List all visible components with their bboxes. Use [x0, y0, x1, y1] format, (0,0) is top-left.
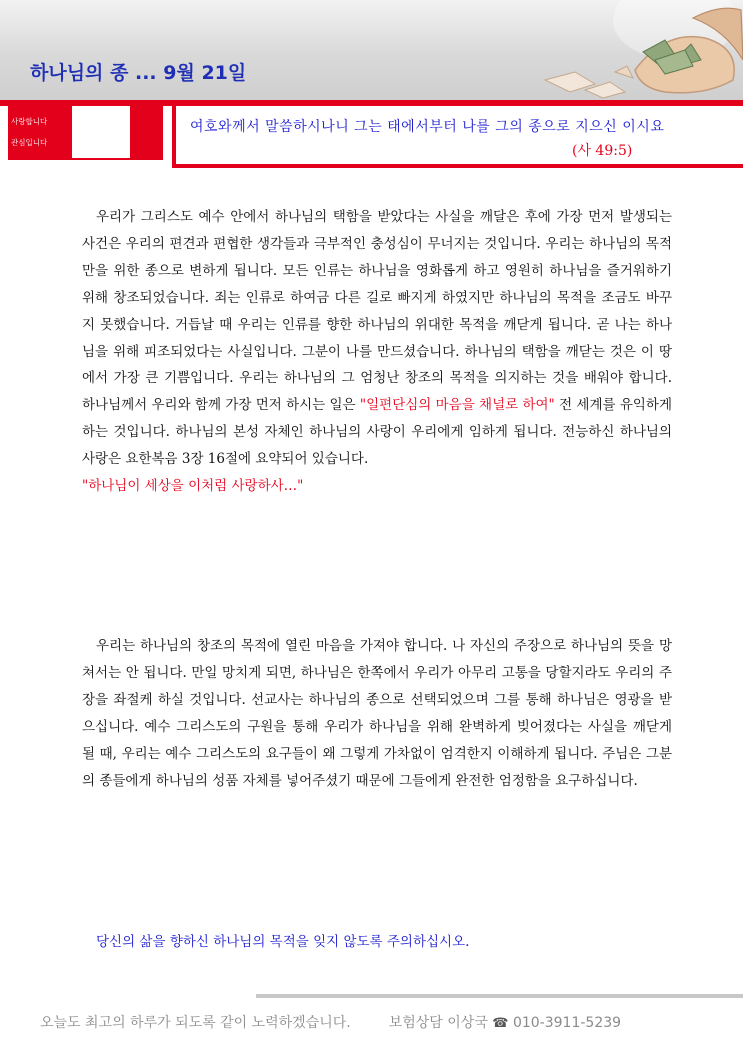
verse-frame-vertical [172, 104, 176, 168]
paragraph-1-highlight: "일편단심의 마음을 채널로 하여" [359, 397, 555, 414]
footer-contact: 보험상담 이상국 [388, 1015, 488, 1031]
header-banner [0, 0, 743, 100]
paragraph-1-text-b: 전 세계를 유익하게 하는 것입니다. 하나님의 본성 자체인 하나님의 사랑이 우리에게 임하게 됩니다. 전능하신 하나님의 사랑은 요한복음 3장 16절에 요약되어 있습니다. [82, 397, 672, 468]
body-paragraph-1 [82, 204, 672, 500]
footer-slogan: 오늘도 최고의 하루가 되도록 같이 노력하겠습니다. [40, 1015, 351, 1031]
footer [40, 1012, 730, 1032]
footer-phone: 010-3911-5239 [512, 1015, 622, 1031]
paragraph-1-quote: "하나님이 세상을 이처럼 사랑하사…" [82, 478, 304, 495]
closing-exhortation: 당신의 삶을 향하신 하나님의 목적을 잊지 않도록 주의하십시오. [96, 934, 470, 950]
verse-frame-horizontal [172, 164, 743, 168]
phone-icon: ☎ [492, 1016, 509, 1031]
paragraph-1-text-a: 우리가 그리스도 예수 안에서 하나님의 택함을 받았다는 사실을 깨달은 후에 가장 먼저 발생되는 사건은 우리의 편견과 편협한 생각들과 극부적인 충성심이 무너지는 것입니다. 우리는 하나님의 목적만을 위한 종으로 변하게 됩니다. 모든 인류는 하나님을 영화롭게 하고 영원히 하나님을 즐거워하기 위해 창조되었습니다. 죄는 인류로 하여금 다른 길로 빠지게 하였지만 하나님의 목적을 조금도 바꾸지 못했습니다. 거듭날 때 우리는 인류를 향한 하나님의 위대한 목적을 깨닫게 됩니다. 곧 나는 하나님을 위해 피조되었다는 사실입니다. 그분이 나를 만드셨습니다. 하나님의 택함을 깨닫는 것은 이 땅에서 가장 큰 기쁨입니다. 우리는 하나님의 그 엄청난 창조의 목적을 의지하는 것을 배워야 합니다. 하나님께서 우리와 함께 가장 먼저 하시는 일은 [82, 209, 672, 414]
scripture-reference: (사 49:5) [572, 143, 633, 159]
broken-eggshell-money-image [515, 0, 743, 100]
side-label-care: 관심입니다 [11, 138, 48, 147]
side-label-love: 사랑합니다 [11, 117, 48, 126]
side-badge-blank [72, 106, 130, 158]
page-title: 하나님의 종 ... 9월 21일 [30, 62, 247, 84]
scripture-verse: 여호와께서 말씀하시나니 그는 태에서부터 나를 그의 종으로 지으신 이시요 [190, 119, 665, 135]
footer-divider [256, 994, 743, 998]
body-paragraph-2: 우리는 하나님의 창조의 목적에 열린 마음을 가져야 합니다. 나 자신의 주장으로 하나님의 뜻을 망쳐서는 안 됩니다. 만일 망치게 되면, 하나님은 한쪽에서 우리가 아무리 고통을 당할지라도 우리의 주장을 좌절케 하실 것입니다. 선교사는 하나님의 종으로 선택되었으며 그를 통해 하나님은 영광을 받으십니다. 예수 그리스도의 구원을 통해 우리가 하나님을 위해 완벽하게 빚어졌다는 사실을 깨닫게 될 때, 우리는 예수 그리스도의 요구들이 왜 그렇게 가차없이 엄격한지 이해하게 됩니다. 주님은 그분의 종들에게 하나님의 성품 자체를 넣어주셨기 때문에 그들에게 완전한 엄정함을 요구하십니다. [82, 638, 672, 789]
